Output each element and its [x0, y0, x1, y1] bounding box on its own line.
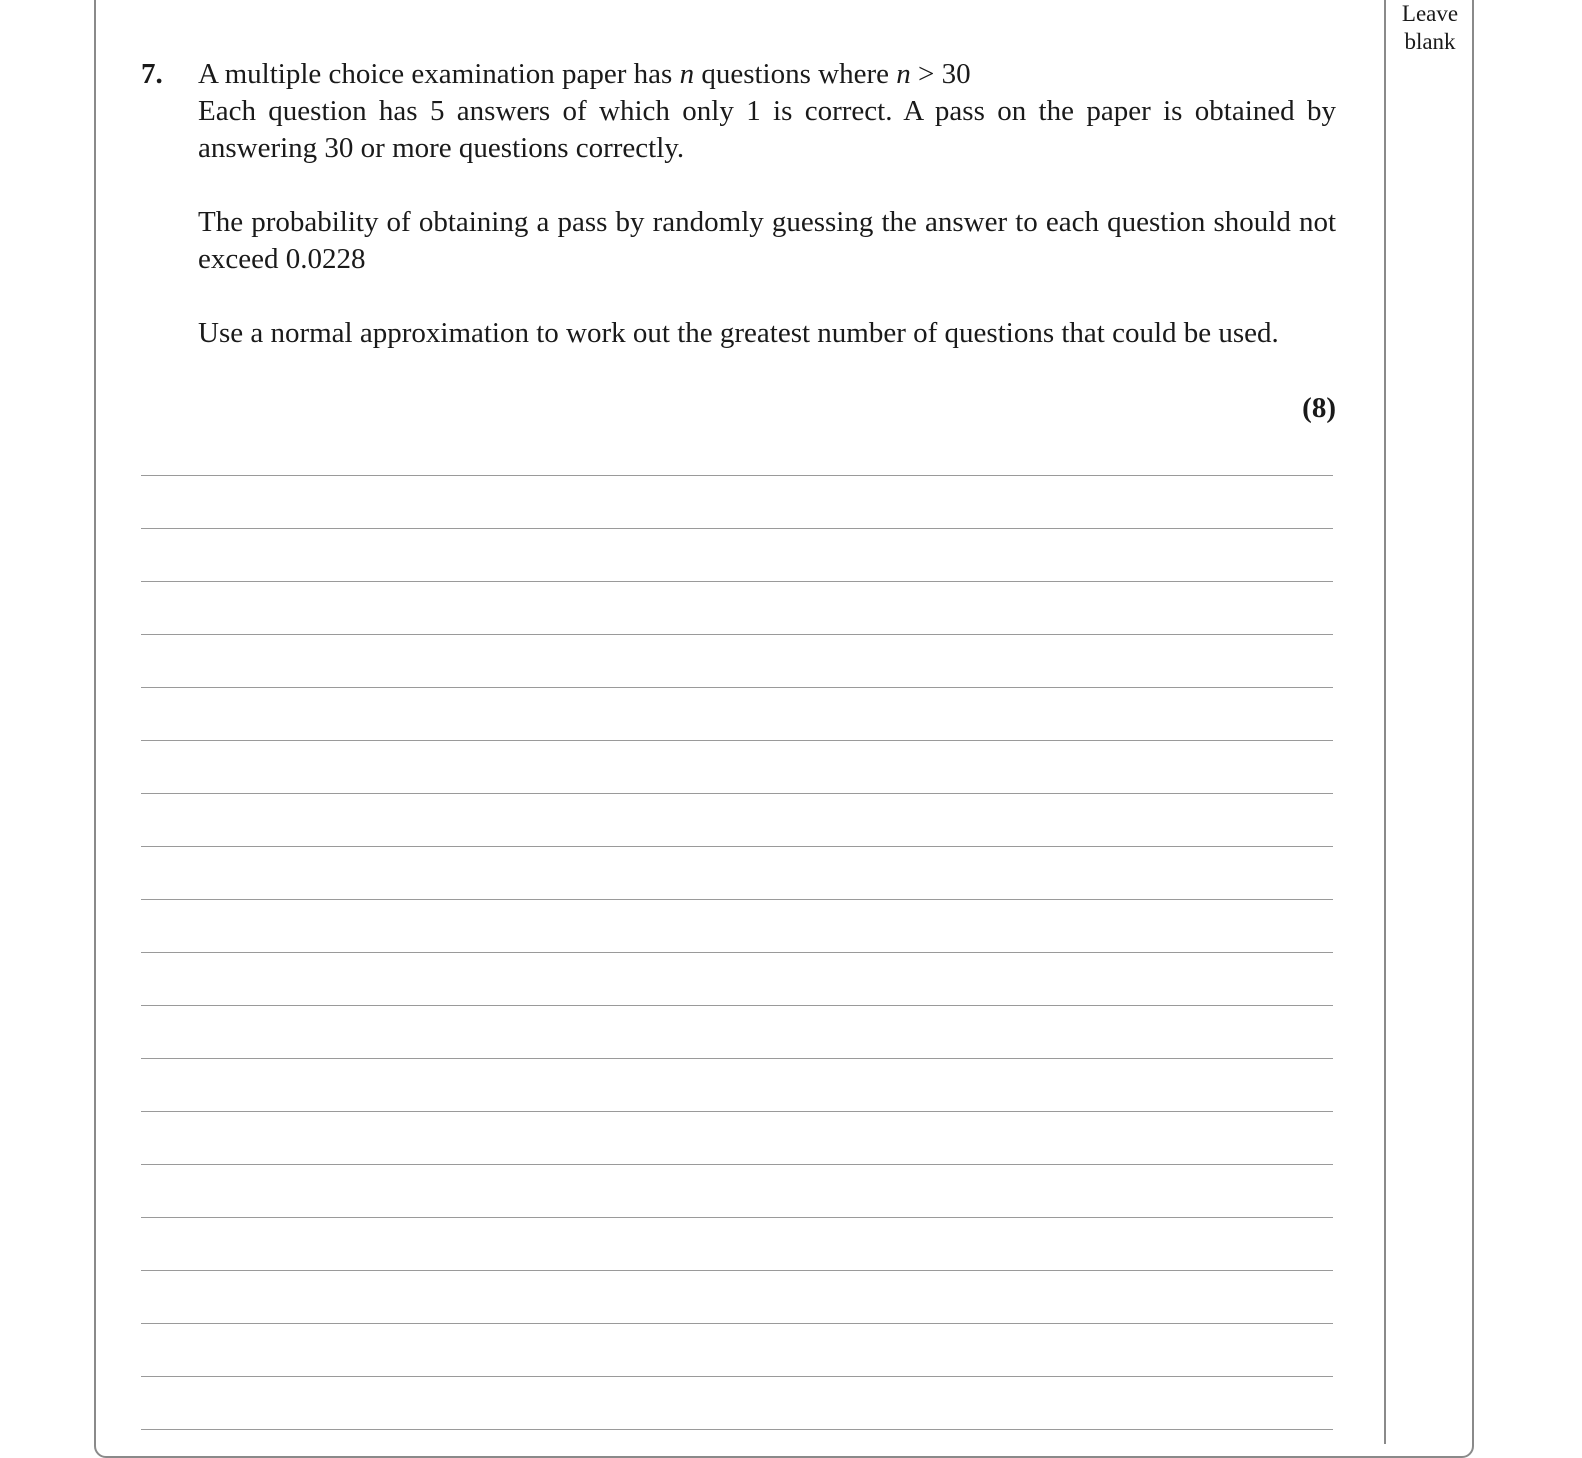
question-paragraph-1: Each question has 5 answers of which only 1 is correct. A pass on the paper is obtained by answering 30 or more questions correctly.	[198, 95, 1336, 164]
answer-line[interactable]	[141, 475, 1333, 476]
answer-line[interactable]	[141, 1005, 1333, 1006]
question-paragraph-3: Use a normal approximation to work out the greatest number of questions that could be used.	[198, 317, 1279, 349]
answer-line[interactable]	[141, 1270, 1333, 1271]
answer-line[interactable]	[141, 846, 1333, 847]
answer-line[interactable]	[141, 528, 1333, 529]
answer-line[interactable]	[141, 1429, 1333, 1430]
answer-line[interactable]	[141, 952, 1333, 953]
variable-n: n	[679, 58, 695, 90]
question-line1-mid: questions where	[694, 58, 897, 90]
blank-label: blank	[1404, 29, 1456, 54]
answer-line[interactable]	[141, 1217, 1333, 1218]
question-number: 7.	[141, 58, 163, 90]
answer-line[interactable]	[141, 581, 1333, 582]
margin-divider	[1384, 0, 1386, 1444]
variable-n-2: n	[896, 58, 911, 90]
answer-line[interactable]	[141, 634, 1333, 635]
answer-line[interactable]	[141, 1323, 1333, 1324]
marks-label: (8)	[1302, 392, 1336, 424]
answer-line[interactable]	[141, 793, 1333, 794]
answer-line[interactable]	[141, 1164, 1333, 1165]
answer-line[interactable]	[141, 740, 1333, 741]
question-first-line	[198, 56, 1336, 93]
leave-label: Leave	[1401, 1, 1459, 26]
question-body	[198, 56, 1336, 352]
answer-line[interactable]	[141, 1111, 1333, 1112]
answer-line[interactable]	[141, 1376, 1333, 1377]
question-line1-prefix: A multiple choice examination paper has	[198, 58, 680, 90]
answer-line[interactable]	[141, 899, 1333, 900]
question-paragraph-2: The probability of obtaining a pass by randomly guessing the answer to each question should not exceed 0.0228	[198, 206, 1336, 275]
answer-line[interactable]	[141, 1058, 1333, 1059]
answer-line[interactable]	[141, 687, 1333, 688]
question-line1-suffix: > 30	[910, 58, 971, 90]
leave-blank-label	[1386, 0, 1474, 56]
